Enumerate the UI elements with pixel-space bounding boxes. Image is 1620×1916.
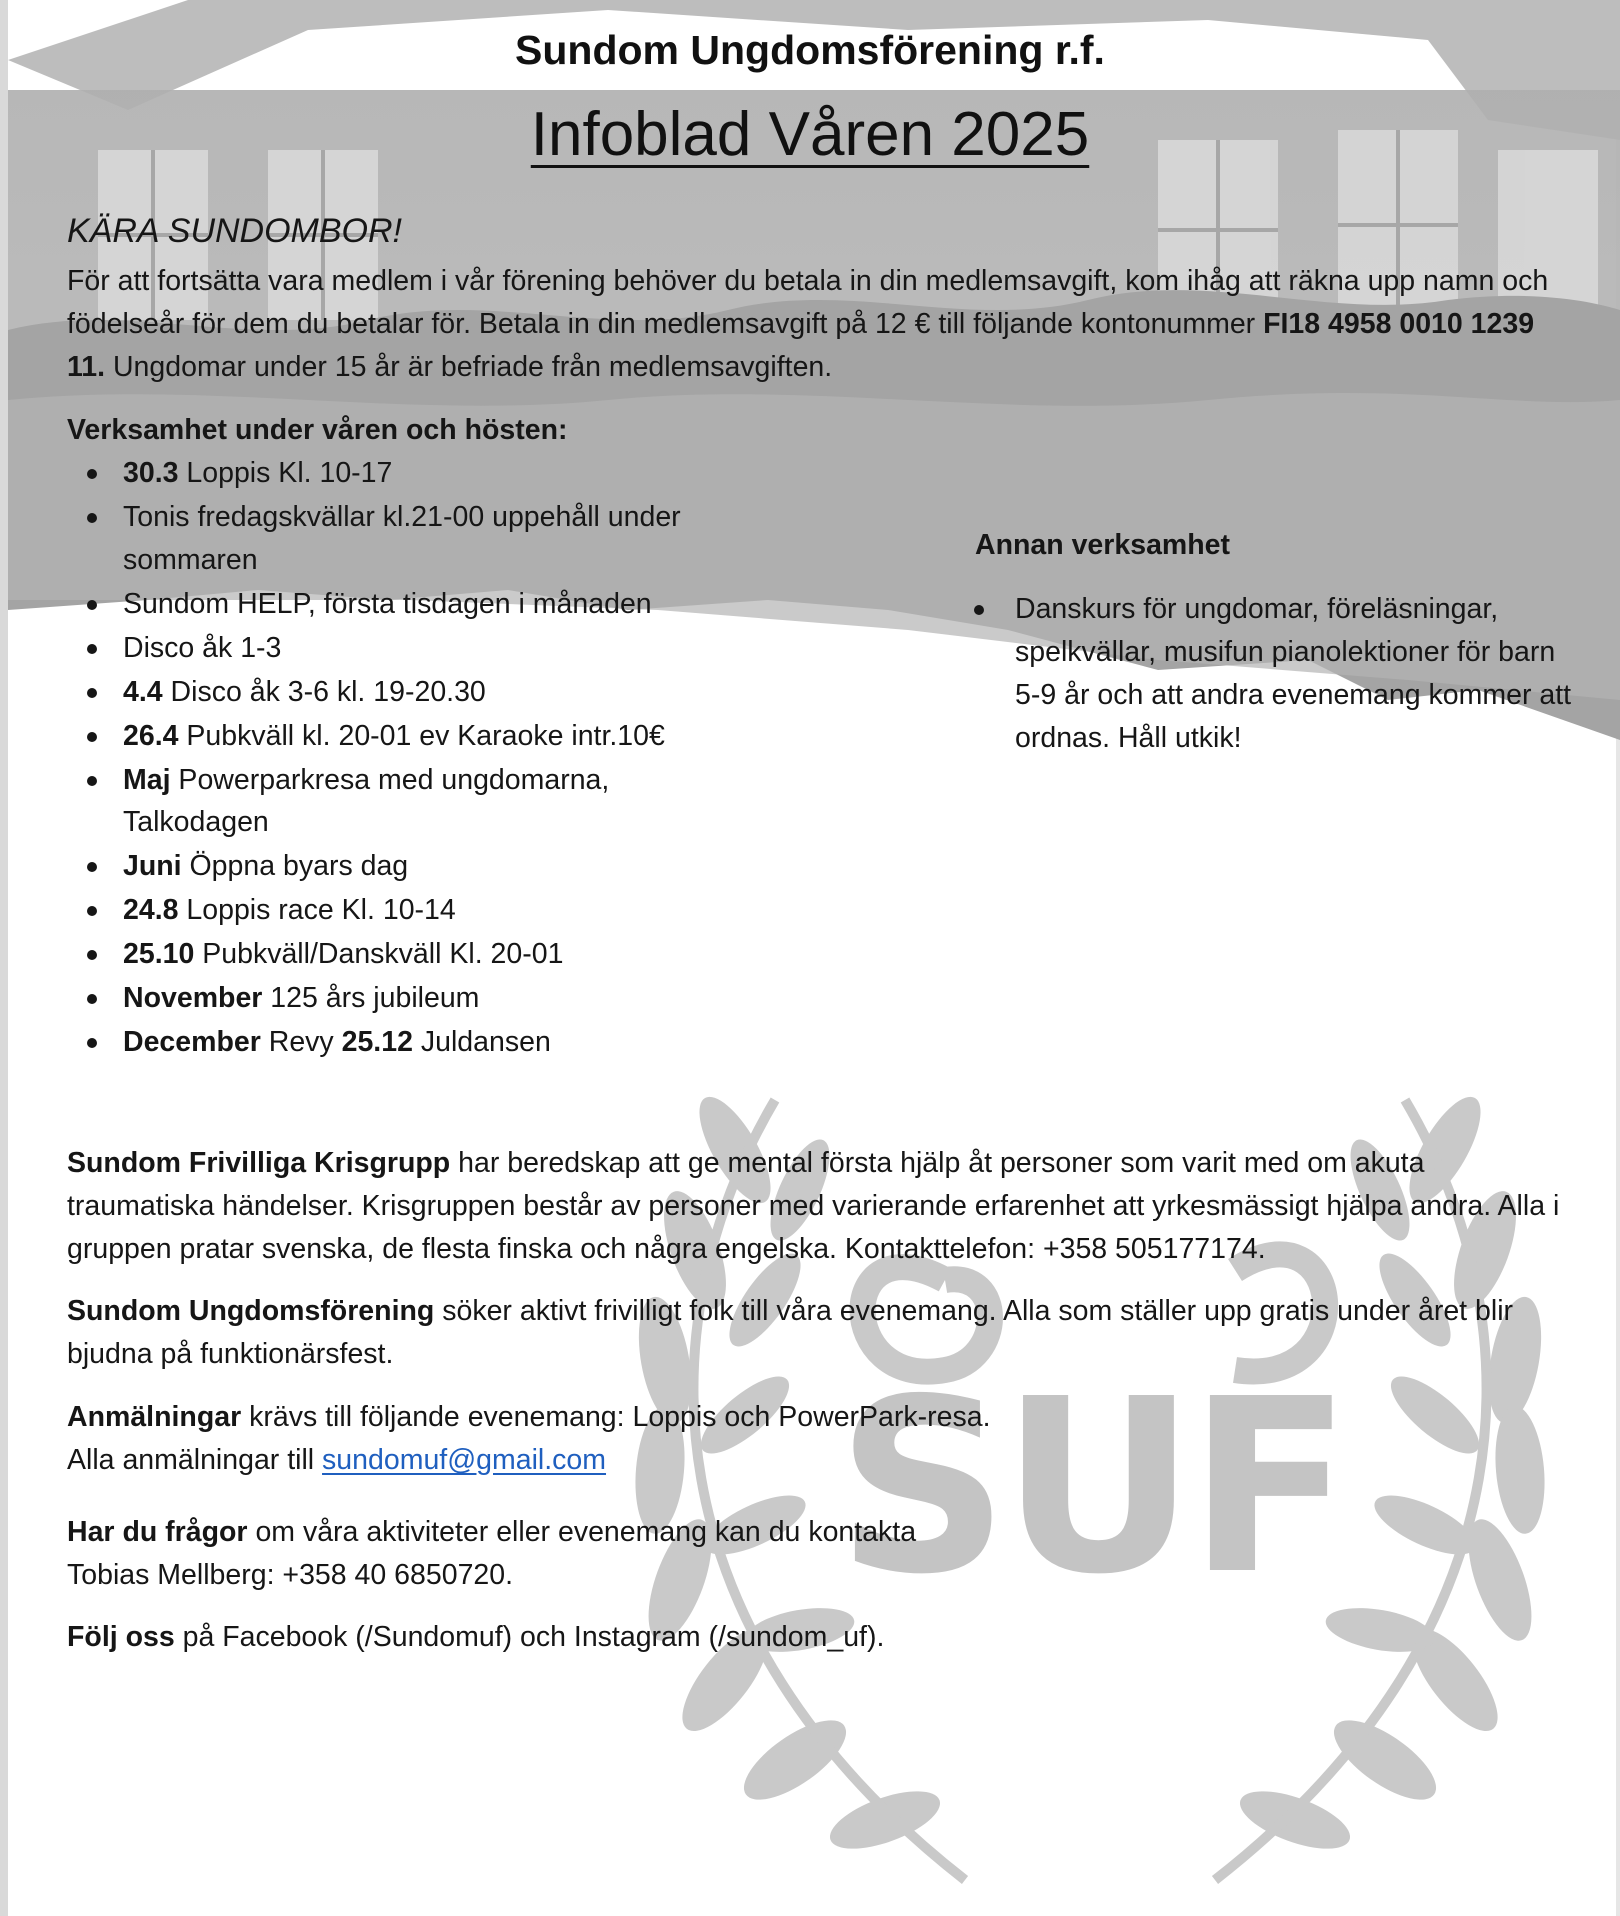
item-date: 25.10 <box>123 938 195 970</box>
list-item <box>67 671 767 714</box>
item-text: Disco åk 3-6 kl. 19-20.30 <box>162 675 486 708</box>
list-item <box>67 933 767 976</box>
crisis-group-text: har beredskap att ge mental första hjälp åt personer som varit med om akuta traumatiska händelser. Krisgruppen består av personer med varierande erfarenhet att yrkesmässigt hjälpa andra. Alla i gruppen pratar svenska, de flesta finska och några engelska. Kontakttelefon: +358 505177174. <box>67 1147 1560 1265</box>
item-text: Loppis Kl. 10-17 <box>178 457 393 489</box>
registration-line2: Alla anmälningar till <box>67 1444 323 1476</box>
crisis-group-paragraph <box>67 1142 1577 1271</box>
organization-name: Sundom Ungdomsförening r.f. <box>515 27 1105 73</box>
activities-list <box>67 452 767 1065</box>
item-text: Pubkväll kl. 20-01 ev Karaoke intr.10€ <box>178 719 665 752</box>
suf-logo-text: SUF <box>836 1347 1344 1627</box>
list-item <box>67 759 683 844</box>
list-item <box>67 1021 767 1064</box>
registration-label: Anmälningar <box>67 1401 242 1433</box>
volunteers-text: söker aktivt frivilligt folk till våra evenemang. Alla som ställer upp gratis under året blir bjudna på funktionärsfest. <box>67 1295 1514 1370</box>
page-title <box>0 96 1620 174</box>
membership-paragraph <box>67 260 1577 389</box>
item-date: Maj <box>123 763 171 796</box>
item-text: Sundom HELP, första tisdagen i månaden <box>123 587 652 620</box>
item-date: December <box>123 1026 261 1058</box>
list-item <box>67 452 767 495</box>
list-item <box>67 496 683 581</box>
crisis-group-name: Sundom Frivilliga Krisgrupp <box>67 1147 451 1179</box>
greeting: KÄRA SUNDOMBOR! <box>67 212 403 250</box>
list-item <box>67 977 767 1020</box>
volunteers-paragraph <box>67 1290 1577 1376</box>
item-text: Disco åk 1-3 <box>123 631 282 664</box>
item-date: 30.3 <box>123 457 179 489</box>
follow-text: på Facebook (/Sundomuf) och Instagram (/sundom_uf). <box>174 1621 885 1653</box>
membership-text: För att fortsätta vara medlem i vår förening behöver du betala in din medlemsavgift, kom ihåg att räkna upp namn och födelseår för dem du betalar för. Betala in din medlemsavgift på 12 € till följande kontonummer <box>67 265 1549 340</box>
item-text: Juldansen <box>412 1026 551 1058</box>
list-item <box>67 715 767 758</box>
list-item: Danskurs för ungdomar, föreläsningar, spelkvällar, musifun pianolektioner för barn 5-9 år och att andra evenemang kommer att ordnas. Håll utkik! <box>962 588 1582 760</box>
item-date: Juni <box>123 850 182 882</box>
activities-heading: Verksamhet under våren och hösten: <box>67 414 568 446</box>
social-media-paragraph <box>67 1616 1577 1659</box>
list-item <box>67 889 767 932</box>
item-date: 24.8 <box>123 894 179 926</box>
list-item <box>67 845 767 888</box>
volunteers-org-name: Sundom Ungdomsförening <box>67 1295 435 1327</box>
item-text: Loppis race Kl. 10-14 <box>178 894 456 926</box>
item-text: Powerparkresa med ungdomarna, Talkodagen <box>123 763 610 838</box>
follow-label: Följ oss <box>67 1621 175 1653</box>
other-activities-heading: Annan verksamhet <box>975 529 1231 561</box>
account-number: FI18 4958 0010 1239 11. <box>67 308 1535 383</box>
item-date: 25.12 <box>341 1026 413 1058</box>
questions-paragraph <box>67 1511 1577 1597</box>
list-item <box>67 627 767 670</box>
page-title-text: Infoblad Våren 2025 <box>530 100 1090 169</box>
contact-person: Tobias Mellberg: +358 40 6850720. <box>67 1559 514 1591</box>
item-text: Revy <box>260 1026 342 1058</box>
item-date: November <box>123 982 263 1014</box>
item-text: 125 års jubileum <box>262 982 480 1014</box>
list-item <box>67 583 767 626</box>
item-text: Öppna byars dag <box>181 850 409 882</box>
item-text: Pubkväll/Danskväll Kl. 20-01 <box>194 938 564 970</box>
email-link[interactable]: sundomuf@gmail.com <box>322 1444 607 1476</box>
questions-label: Har du frågor <box>67 1516 248 1548</box>
questions-text: om våra aktiviteter eller evenemang kan du kontakta <box>247 1516 917 1548</box>
item-date: 26.4 <box>123 719 179 752</box>
item-date: 4.4 <box>123 675 163 708</box>
item-text: Tonis fredagskvällar kl.21-00 uppehåll under sommaren <box>123 501 681 576</box>
other-activities-list <box>962 588 1582 760</box>
registration-paragraph <box>67 1396 1577 1482</box>
membership-exemption-text: Ungdomar under 15 år är befriade från medlemsavgiften. <box>105 351 833 383</box>
registration-text: krävs till följande evenemang: Loppis och PowerPark-resa. <box>241 1401 991 1433</box>
